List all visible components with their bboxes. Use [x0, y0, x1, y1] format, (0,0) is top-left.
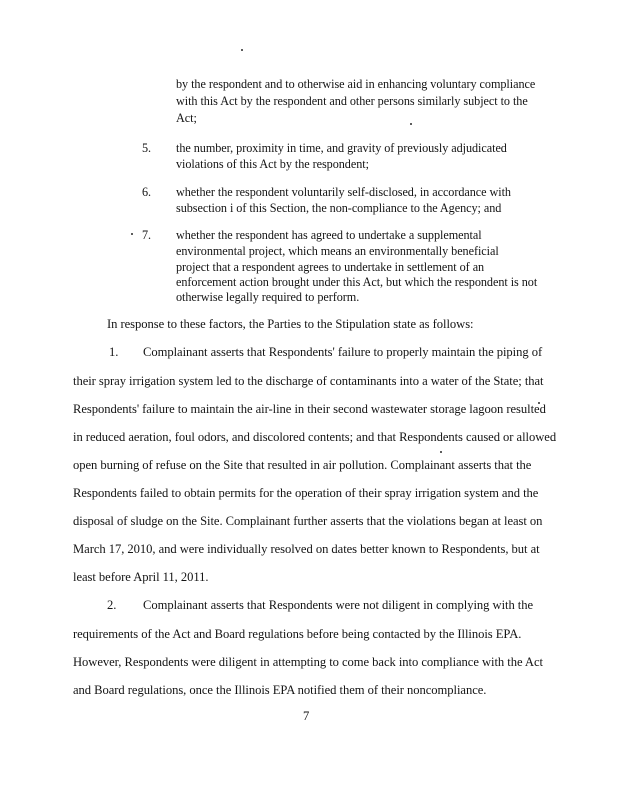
list-item-7-line: environmental project, which means an environmentally beneficial	[176, 244, 499, 258]
paragraph-1-line: disposal of sludge on the Site. Complainant further asserts that the violations began at least on	[73, 514, 543, 528]
paragraph-1-number: 1.	[109, 345, 119, 359]
paragraph-1-line: least before April 11, 2011.	[73, 570, 209, 584]
list-item-5-line: the number, proximity in time, and gravity of previously adjudicated	[176, 141, 507, 155]
scan-speck	[410, 123, 412, 125]
paragraph-2-number: 2.	[107, 598, 117, 612]
list-item-7-number: 7.	[142, 228, 152, 242]
list-item-6-number: 6.	[142, 185, 152, 199]
paragraph-1-line: Complainant asserts that Respondents' failure to properly maintain the piping of	[143, 345, 543, 359]
paragraph-1-line: Respondents' failure to maintain the air-line in their second wastewater storage lagoon resulted	[73, 402, 546, 416]
paragraph-1-line: in reduced aeration, foul odors, and discolored contents; and that Respondents caused or allowed	[73, 430, 557, 444]
scan-speck	[131, 233, 133, 235]
list-item-6-line: whether the respondent voluntarily self-disclosed, in accordance with	[176, 185, 511, 199]
scan-speck	[440, 451, 442, 453]
paragraph-1-line: Respondents failed to obtain permits for the operation of their spray irrigation system and the	[73, 486, 539, 500]
list-item-5-line: violations of this Act by the respondent;	[176, 157, 369, 171]
list-item-5-number: 5.	[142, 141, 152, 155]
paragraph-1-line: their spray irrigation system led to the discharge of contaminants into a water of the State; that	[73, 374, 544, 388]
list-item-6-line: subsection i of this Section, the non-compliance to the Agency; and	[176, 201, 502, 215]
scan-speck	[241, 49, 243, 51]
paragraph-1-line: open burning of refuse on the Site that resulted in air pollution. Complainant asserts that the	[73, 458, 532, 472]
paragraph-2-line: However, Respondents were diligent in attempting to come back into compliance with the Act	[73, 655, 543, 669]
list-item-4-continuation-line: with this Act by the respondent and other persons similarly subject to the	[176, 94, 528, 108]
response-intro: In response to these factors, the Parties to the Stipulation state as follows:	[107, 317, 474, 331]
list-item-4-continuation-line: by the respondent and to otherwise aid in enhancing voluntary compliance	[176, 77, 536, 91]
list-item-7-line: otherwise legally required to perform.	[176, 290, 360, 304]
list-item-7-line: enforcement action brought under this Act, but which the respondent is not	[176, 275, 538, 289]
paragraph-1-line: March 17, 2010, and were individually resolved on dates better known to Respondents, but at	[73, 542, 540, 556]
list-item-7-line: whether the respondent has agreed to undertake a supplemental	[176, 228, 482, 242]
paragraph-2-line: Complainant asserts that Respondents were not diligent in complying with the	[143, 598, 534, 612]
paragraph-2-line: requirements of the Act and Board regulations before being contacted by the Illinois EPA.	[73, 627, 522, 641]
list-item-4-continuation-line: Act;	[176, 111, 197, 125]
page-number: 7	[303, 709, 310, 723]
list-item-7-line: project that a respondent agrees to undertake in settlement of an	[176, 260, 485, 274]
paragraph-2-line: and Board regulations, once the Illinois EPA notified them of their noncompliance.	[73, 683, 487, 697]
